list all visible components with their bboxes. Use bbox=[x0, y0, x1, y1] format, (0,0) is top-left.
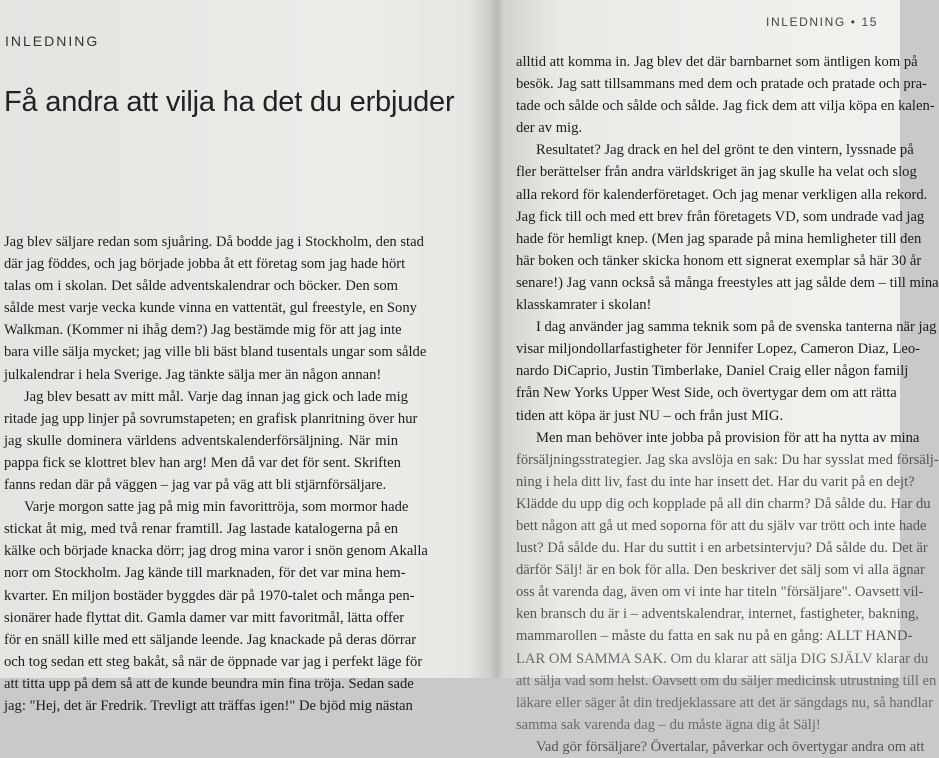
left-body-text bbox=[4, 231, 428, 717]
text-line: ning i hela ditt liv, fast du inte har insett det. Har du varit på en dejt? bbox=[516, 473, 915, 490]
text-line: Jag blev säljare redan som sjuåring. Då bodde jag i Stockholm, den stad bbox=[4, 234, 424, 250]
text-line: ritade jag upp linjer på sovrumstapeten; en grafisk planritning över hur bbox=[4, 410, 418, 427]
text-line: jag skulle dominera världens adventskalenderförsäljning. När min bbox=[4, 432, 398, 449]
text-line: alltid att komma in. Jag blev det där barnbarnet som äntligen kom på bbox=[516, 54, 918, 70]
text-line: klasskamrater i skolan! bbox=[516, 297, 652, 314]
text-line: här boken och tänker skicka honom ett signerat exemplar så här 30 år bbox=[516, 252, 922, 269]
text-line: stickat åt mig, med två renar framtill. Jag lastade katalogerna på en bbox=[4, 521, 398, 538]
text-line: mammarollen – måste du fatta en sak nu på en gång: ALLT HAND- bbox=[516, 628, 913, 645]
text-line: där jag föddes, och jag började jobba åt ett företag som jag hade hört bbox=[4, 256, 406, 273]
text-line: LAR OM SAMMA SAK. Om du klarar att sälja DIG SJÄLV klarar du bbox=[516, 650, 929, 667]
text-line: samma sak varenda dag – du måste ägna dig åt Sälj! bbox=[516, 716, 821, 733]
text-line: Vad gör försäljare? Övertalar, påverkar och övertygar andra om att bbox=[536, 738, 925, 755]
text-line: visar miljondollarfastigheter för Jennifer Lopez, Cameron Diaz, Leo- bbox=[516, 341, 921, 358]
text-line: tade och sålde och sålde och sålde. Jag fick dem att vilja köpa en kalen- bbox=[516, 98, 935, 115]
text-line: Walkman. (Kommer ni ihåg dem?) Jag bestämde mig för att jag inte bbox=[4, 322, 402, 339]
text-line: der av mig. bbox=[516, 120, 583, 137]
text-line: Jag blev besatt av mitt mål. Varje dag innan jag gick och lade mig bbox=[24, 388, 408, 405]
text-line: sionärer hade flyttat dit. Gamla damer var mitt favoritmål, lätta offer bbox=[4, 609, 405, 626]
text-line: senare!) Jag vann också så många freestyles att jag sålde dem – till mina bbox=[516, 274, 939, 291]
text-line: Men man behöver inte jobba på provision för att ha nytta av mina bbox=[536, 429, 920, 446]
text-line: kälke och började knacka dörr; jag drog mina varor i snön genom Akalla bbox=[4, 543, 428, 560]
text-line: Klädde du upp dig och kopplade på all din charm? Då sålde du. Har du bbox=[516, 495, 931, 512]
chapter-title: Få andra att vilja ha det du erbjuder bbox=[4, 86, 455, 118]
text-line: talas om i skolan. Det sålde adventskalendrar och böcker. Den som bbox=[4, 278, 398, 295]
text-line: försäljningsstrategier. Jag ska avslöja en sak: Du har sysslat med försälj- bbox=[516, 451, 939, 468]
text-line: alla rekord för kalenderföretaget. Och jag menar verkligen alla rekord. bbox=[516, 186, 928, 203]
text-line: pappa fick se klottret blev han arg! Men då var det för sent. Skriften bbox=[4, 454, 401, 471]
text-line: besök. Jag satt tillsammans med dem och pratade och pratade och pra- bbox=[516, 76, 927, 93]
text-line: oss åt varenda dag, även om vi inte har titeln "försäljare". Oavsett vil- bbox=[516, 584, 924, 601]
running-header-page-number: INLEDNING • 15 bbox=[766, 15, 878, 29]
text-line: nardo DiCaprio, Justin Timberlake, Daniel Craig eller någon familj bbox=[516, 363, 909, 380]
text-line: kvarter. En miljon bostäder byggdes där på 1970-talet och många pen- bbox=[4, 587, 415, 604]
text-line: fler berättelser från andra världskriget än jag skulle ha velat och slog bbox=[516, 164, 917, 181]
text-line: norr om Stockholm. Jag kände till marknaden, för det var mina hem- bbox=[4, 565, 406, 582]
text-line: hade för hemligt knep. (Men jag sparade på mina hemligheter till den bbox=[516, 230, 922, 247]
left-page bbox=[0, 0, 496, 714]
running-header: INLEDNING bbox=[5, 33, 100, 49]
text-line: I dag använder jag samma teknik som på de svenska tanterna när jag bbox=[536, 319, 937, 336]
text-line: Varje morgon satte jag på mig min favorittröja, som mormor hade bbox=[24, 499, 409, 516]
text-line: julkalendrar i hela Sverige. Jag tänkte sälja mer än någon annan! bbox=[4, 366, 382, 383]
text-line: bara ville sälja mycket; jag ville bli bäst bland tusentals ungar som sålde bbox=[4, 344, 427, 361]
text-line: därför Sälj! är en bok för alla. Den beskriver det sälj som vi alla ägnar bbox=[516, 562, 925, 579]
text-line: att titta upp på dem så att de kunde beundra min fina tröja. Sedan sade bbox=[4, 675, 414, 692]
right-page bbox=[506, 0, 939, 755]
text-line: jag: "Hej, det är Fredrik. Trevligt att träffas igen!" De bjöd mig nästan bbox=[4, 697, 413, 714]
text-line: för en snäll kille med ett säljande leende. Jag knackade på deras dörrar bbox=[4, 631, 417, 648]
text-line: Resultatet? Jag drack en hel del grönt te den vintern, lyssnade på bbox=[536, 142, 914, 159]
text-line: att sälja vad som helst. Oavsett om du säljer medicinsk utrustning till en bbox=[516, 672, 937, 689]
text-line: och tog sedan ett steg bakåt, så när de öppnade var jag i perfekt läge för bbox=[4, 653, 423, 670]
text-line: ken bransch du är i – adventskalendrar, internet, fastigheter, bakning, bbox=[516, 606, 919, 623]
right-body-text bbox=[516, 51, 939, 758]
text-line: sålde mest varje vecka kunde vinna en vattentät, gul freestyle, en Sony bbox=[4, 300, 417, 317]
text-line: Jag fick till och med ett brev från företagets VD, som undrade vad jag bbox=[516, 208, 925, 225]
text-line: från New Yorks Upper West Side, och övertygar dem om att rätta bbox=[516, 385, 897, 402]
text-line: läkare eller säger åt din tredjeklassare att det är sängdags nu, så handlar bbox=[516, 694, 933, 711]
text-line: bett någon att gå ut med soporna för att du själv var trött och inte hade bbox=[516, 517, 927, 534]
text-line: lust? Då sålde du. Har du suttit i en arbetsintervju? Då sålde du. Det är bbox=[516, 540, 928, 557]
text-line: tiden att köpa är just NU – och från just MIG. bbox=[516, 407, 784, 424]
text-line: fanns redan där på väggen – jag var på väg att bli stjärnförsäljare. bbox=[4, 477, 387, 494]
